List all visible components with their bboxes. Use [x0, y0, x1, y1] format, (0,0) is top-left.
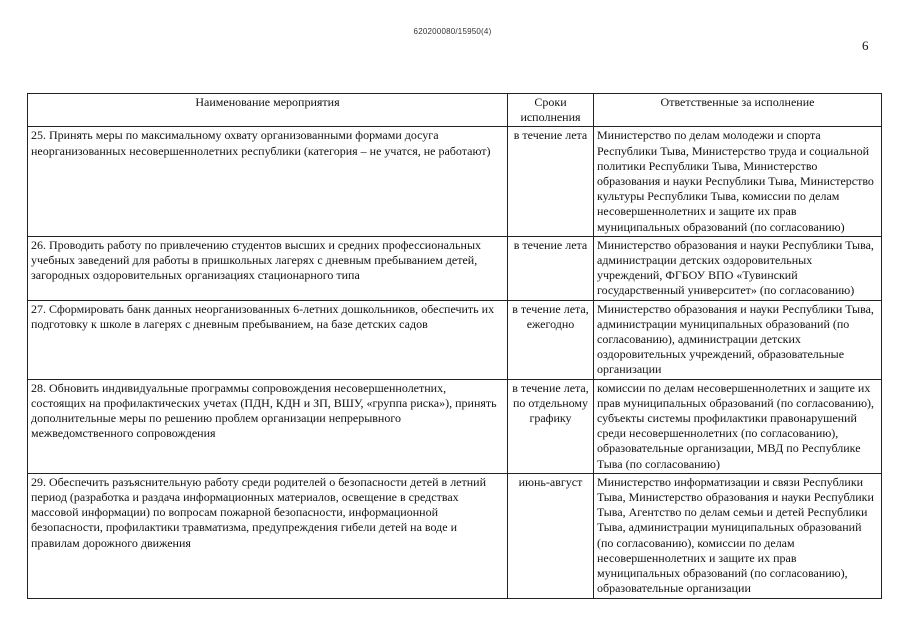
timing-cell: в течение лета, по отдельному графику [508, 379, 594, 473]
table-row [28, 473, 882, 598]
table-row [28, 379, 882, 473]
timing-cell: в течение лета [508, 127, 594, 236]
measures-table [27, 93, 882, 599]
timing-cell: в течение лета, ежегодно [508, 300, 594, 379]
header-activity: Наименование мероприятия [28, 94, 508, 127]
table-row [28, 300, 882, 379]
responsible-cell: Министерство образования и науки Республики Тыва, администрации муниципальных образований (по согласованию), администрации детских оздоровительных учреждений, образовательные организации [594, 300, 882, 379]
table-row [28, 127, 882, 236]
document-code: 620200080/15950(4) [413, 27, 492, 36]
responsible-cell: Министерство информатизации и связи Республики Тыва, Министерство образования и науки Республики Тыва, Агентство по делам семьи и детей Республики Тыва, администрации муниципальных образований (по согласованию), комиссии по делам несовершеннолетних и защите их прав муниципальных образований (по согласованию), образовательные организации [594, 473, 882, 598]
timing-cell: июнь-август [508, 473, 594, 598]
header-responsible: Ответственные за исполнение [594, 94, 882, 127]
header-timing: Сроки исполнения [508, 94, 594, 127]
responsible-cell: Министерство образования и науки Республики Тыва, администрации детских оздоровительных учреждений, ФГБОУ ВПО «Тувинский государственный университет» (по согласованию) [594, 236, 882, 300]
table-header-row [28, 94, 882, 127]
activity-cell: 29. Обеспечить разъяснительную работу среди родителей о безопасности детей в летний период (разработка и раздача информационных материалов, освещение в средствах массовой информации) по вопросам пожарной безопасности, информационной безопасности, профилактики травматизма, предупреждения гибели детей на воде и правилам дорожного движения [28, 473, 508, 598]
activity-cell: 25. Принять меры по максимальному охвату организованными формами досуга неорганизованных несовершеннолетних республики (категория – не учатся, не работают) [28, 127, 508, 236]
activity-cell: 26. Проводить работу по привлечению студентов высших и средних профессиональных учебных заведений для работы в пришкольных лагерях с дневным пребыванием детей, загородных оздоровительных организациях стационарного типа [28, 236, 508, 300]
responsible-cell: Министерство по делам молодежи и спорта Республики Тыва, Министерство труда и социальной политики Республики Тыва, Министерство образования и науки Республики Тыва, Министерство культуры Республики Тыва, комиссии по делам несовершеннолетних и защите их прав муниципальных образований (по согласованию) [594, 127, 882, 236]
activity-cell: 27. Сформировать банк данных неорганизованных 6-летних дошкольников, обеспечить их подготовку к школе в лагерях с дневным пребыванием, на базе детских садов [28, 300, 508, 379]
timing-cell: в течение лета [508, 236, 594, 300]
activity-cell: 28. Обновить индивидуальные программы сопровождения несовершеннолетних, состоящих на профилактических учетах (ПДН, КДН и ЗП, ВШУ, «группа риска»), принять дополнительные меры по решению проблем организации непрерывного межведомственного сопровождения [28, 379, 508, 473]
table-row [28, 236, 882, 300]
responsible-cell: комиссии по делам несовершеннолетних и защите их прав муниципальных образований (по согласованию), субъекты системы профилактики правонарушений среди несовершеннолетних (по согласованию), образовательные организации, МВД по Республике Тыва (по согласованию) [594, 379, 882, 473]
page-number: 6 [862, 38, 869, 53]
